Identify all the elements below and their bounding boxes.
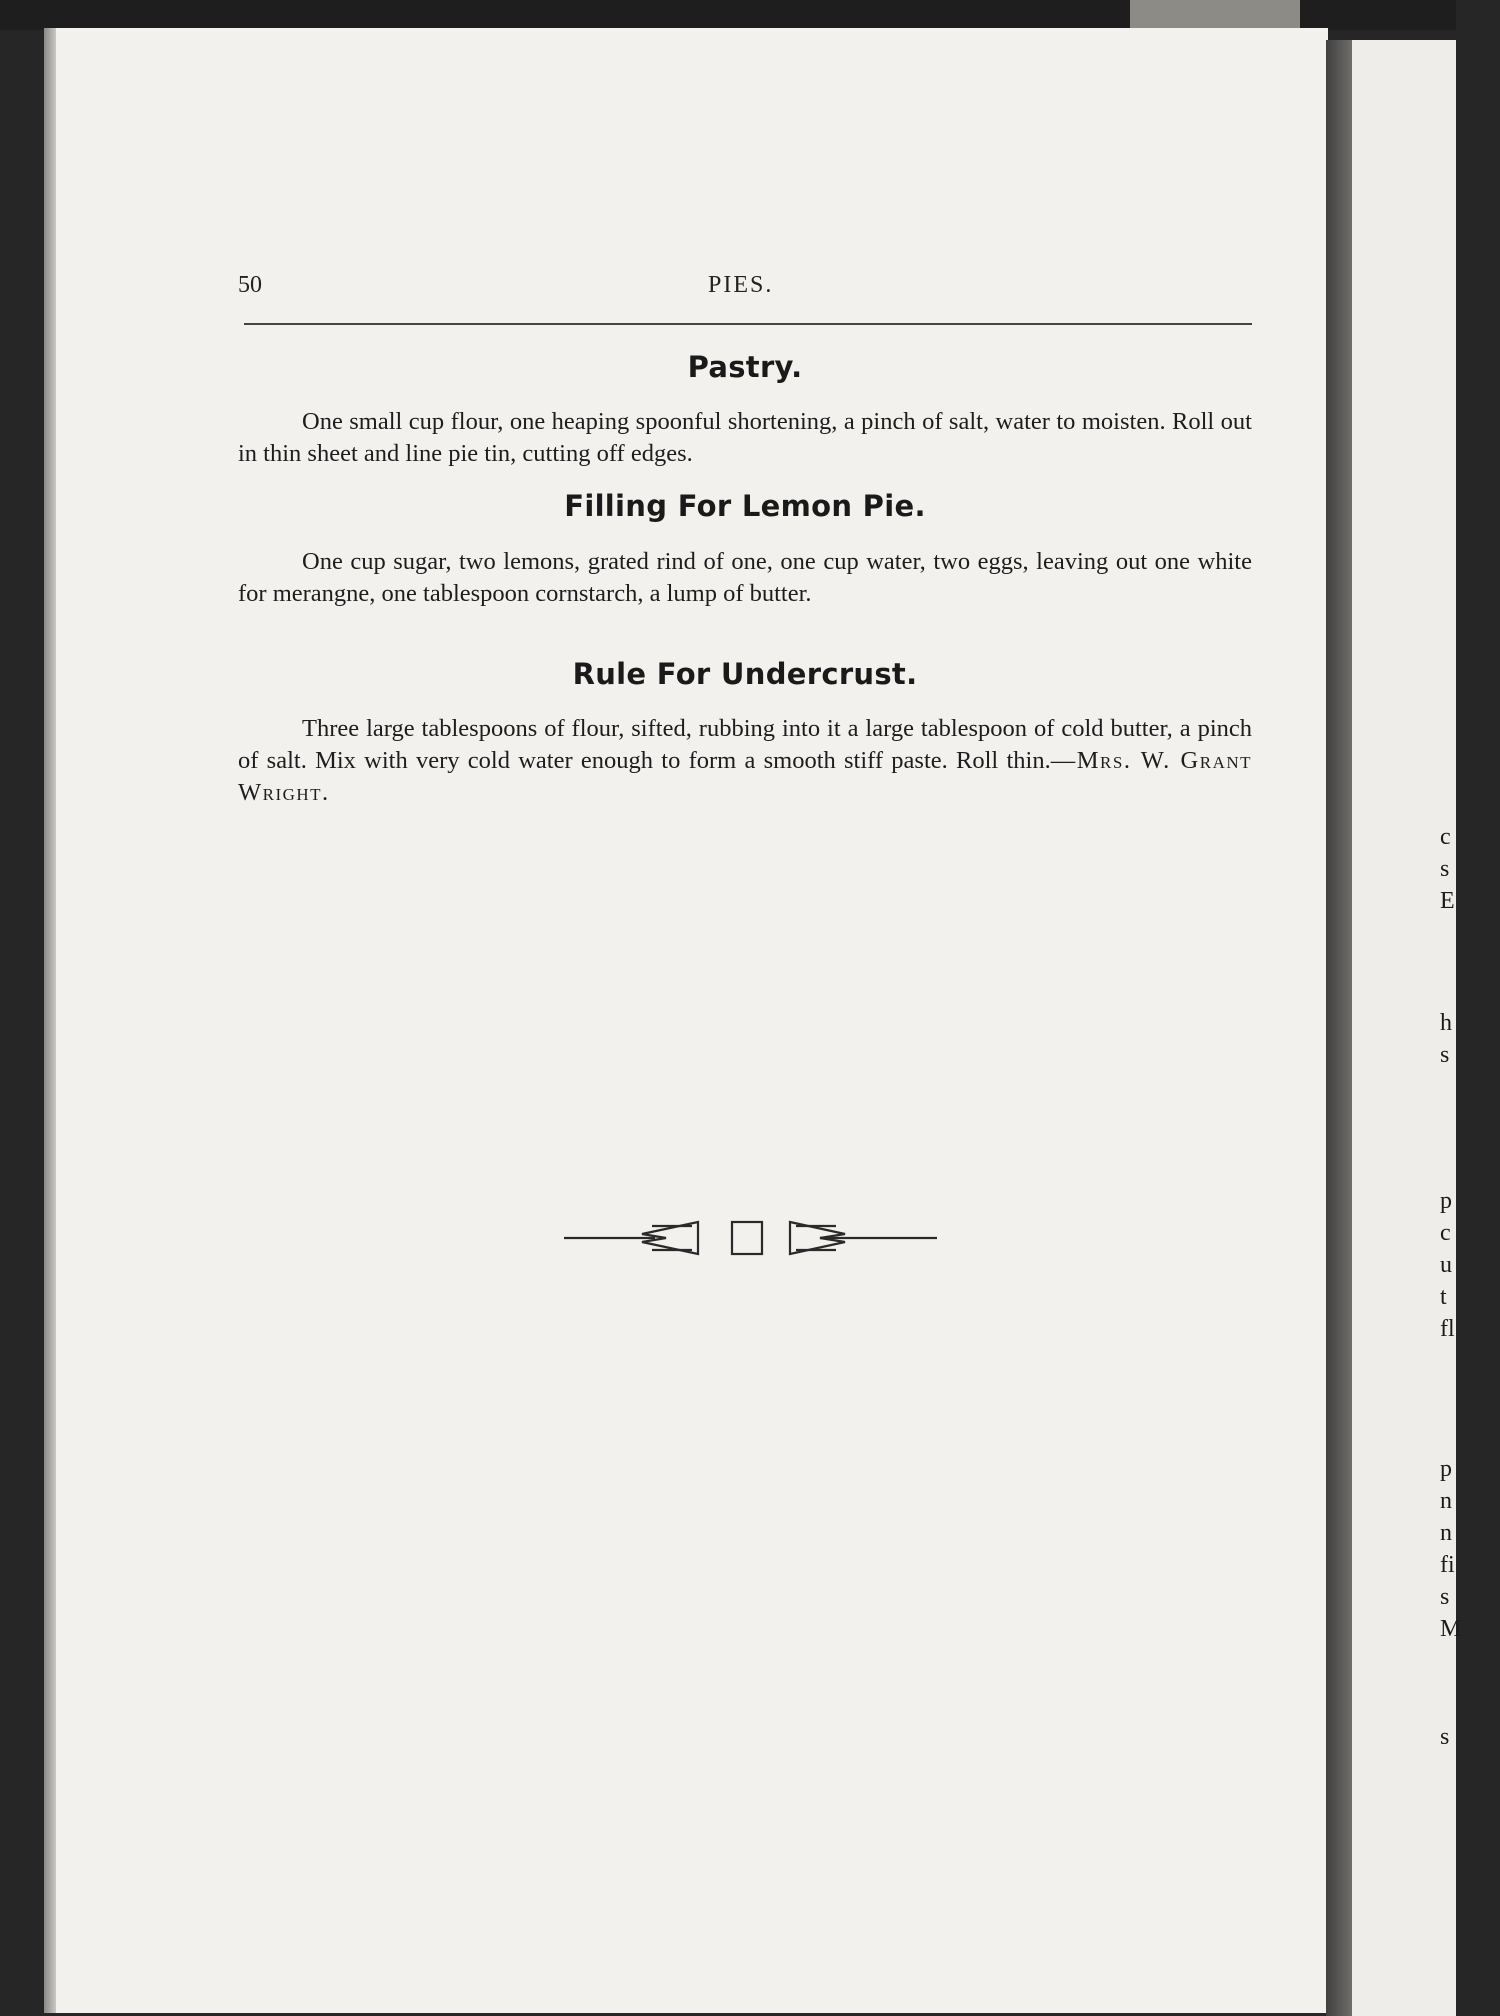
facing-page — [1352, 40, 1462, 2016]
facing-fragment: M — [1440, 1616, 1462, 1642]
facing-fragment: n — [1440, 1488, 1452, 1514]
scan-top-edge-light — [1130, 0, 1300, 28]
book-page — [44, 28, 1328, 2013]
facing-fragment: h — [1440, 1010, 1452, 1036]
facing-fragment: c — [1440, 824, 1451, 850]
facing-fragment: s — [1440, 856, 1450, 882]
facing-fragment: fi — [1440, 1552, 1455, 1578]
facing-fragment: s — [1440, 1724, 1450, 1750]
recipe-text-undercrust — [238, 713, 1252, 809]
recipe-text-undercrust-body: Three large tablespoons of flour, sifted, rubbing into it a large tablespoon of cold butter, a pinch of salt. Mix with very cold water enough to form a smooth stiff paste. Roll thin. — [238, 715, 1252, 774]
page-number: 50 — [238, 272, 262, 298]
facing-fragment: t — [1440, 1284, 1447, 1310]
facing-fragment: c — [1440, 1220, 1451, 1246]
page-header — [238, 270, 1252, 306]
book-gutter — [1326, 40, 1352, 2016]
facing-fragment: n — [1440, 1520, 1452, 1546]
facing-fragment: fl — [1440, 1316, 1455, 1342]
facing-fragment: u — [1440, 1252, 1452, 1278]
recipe-text-lemon-filling: One cup sugar, two lemons, grated rind of one, one cup water, two eggs, leaving out one white for merangne, one tablespoon cornstarch, a lump of butter. — [238, 548, 1252, 607]
recipe-title-undercrust: Rule For Undercrust. — [572, 657, 918, 691]
recipe-credit: —Mrs. W. Grant Wright. — [238, 747, 1253, 806]
ornament-divider — [560, 1212, 940, 1260]
header-rule — [244, 323, 1252, 325]
facing-fragment: s — [1440, 1584, 1450, 1610]
facing-fragment: E — [1440, 888, 1455, 914]
page-edge-shadow — [44, 28, 56, 2013]
running-head: PIES. — [708, 272, 774, 298]
facing-fragment: s — [1440, 1042, 1450, 1068]
facing-fragment: p — [1440, 1188, 1452, 1214]
recipe-text-pastry: One small cup flour, one heaping spoonful shortening, a pinch of salt, water to moisten. Roll out in thin sheet and line pie tin, cutting off edges. — [238, 408, 1252, 467]
recipe-title-lemon-filling: Filling For Lemon Pie. — [564, 489, 926, 523]
recipe-title-pastry: Pastry. — [687, 350, 803, 384]
facing-fragment: p — [1440, 1456, 1452, 1482]
